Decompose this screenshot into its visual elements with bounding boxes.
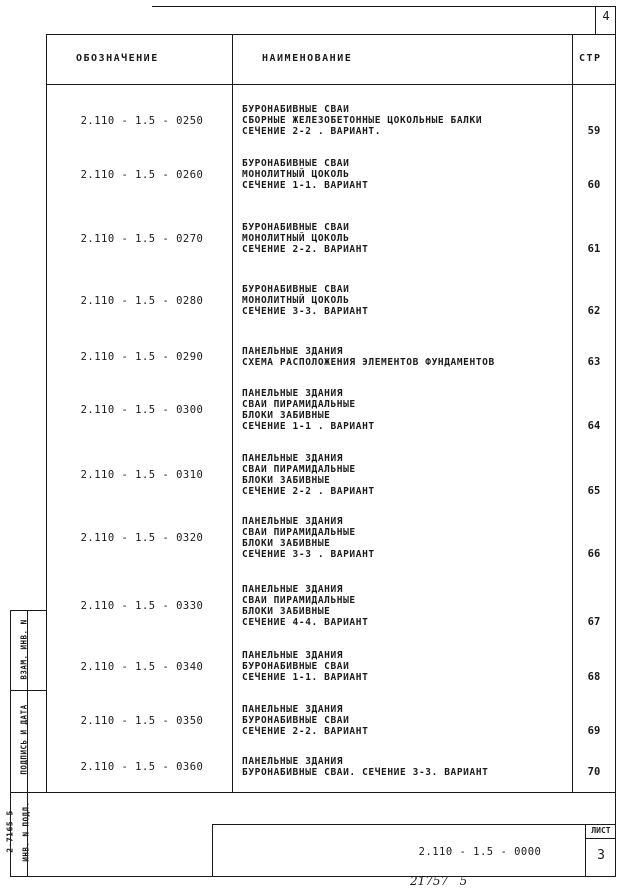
row-page: 62 [587, 305, 601, 317]
row-description-line: СЕЧЕНИЕ 4-4. ВАРИАНТ [242, 617, 369, 628]
row-description-line: БУРОНАБИВНЫЕ СВАИ [242, 284, 350, 295]
stamp-sheet-number: 3 [597, 848, 605, 863]
row-page: 65 [587, 485, 601, 497]
col-divider-2 [572, 34, 573, 792]
row-description-line: ПАНЕЛЬНЫЕ ЗДАНИЯ [242, 388, 344, 399]
row-description-line: БЛОКИ ЗАБИВНЫЕ [242, 410, 331, 421]
row-description-line: СВАИ ПИРАМИДАЛЬНЫЕ [242, 399, 356, 410]
row-description-line: СВАИ ПИРАМИДАЛЬНЫЕ [242, 527, 356, 538]
row-description-line: ПАНЕЛЬНЫЕ ЗДАНИЯ [242, 704, 344, 715]
table-bottom [10, 792, 616, 793]
row-code: 2.110 - 1.5 - 0280 [80, 294, 204, 307]
row-description-line: БУРОНАБИВНЫЕ СВАИ [242, 661, 350, 672]
row-description [242, 650, 572, 683]
row-description-line: БУРОНАБИВНЫЕ СВАИ [242, 222, 350, 233]
row-description [242, 584, 572, 628]
row-description-line: БЛОКИ ЗАБИВНЫЕ [242, 538, 331, 549]
stamp-sheet-label-line [585, 838, 616, 839]
row-description-line: МОНОЛИТНЫЙ ЦОКОЛЬ [242, 169, 350, 180]
row-page: 67 [587, 616, 601, 628]
row-description-line: СХЕМА РАСПОЛОЖЕНИЯ ЭЛЕМЕНТОВ ФУНДАМЕНТОВ [242, 357, 495, 368]
row-description-line: МОНОЛИТНЫЙ ЦОКОЛЬ [242, 295, 350, 306]
row-description-line: СБОРНЫЕ ЖЕЛЕЗОБЕТОННЫЕ ЦОКОЛЬНЫЕ БАЛКИ [242, 115, 483, 126]
row-page: 61 [587, 243, 601, 255]
row-code: 2.110 - 1.5 - 0260 [80, 168, 204, 181]
header-name: НАИМЕНОВАНИЕ [262, 53, 353, 64]
row-code: 2.110 - 1.5 - 0290 [80, 351, 204, 363]
row-description-line: БЛОКИ ЗАБИВНЫЕ [242, 606, 331, 617]
row-description [242, 284, 572, 317]
row-description-line: СЕЧЕНИЕ 3-3. ВАРИАНТ [242, 306, 369, 317]
row-code: 2.110 - 1.5 - 0320 [80, 532, 204, 544]
row-description-line: СЕЧЕНИЕ 1-1. ВАРИАНТ [242, 672, 369, 683]
row-description-line: СЕЧЕНИЕ 1-1. ВАРИАНТ [242, 180, 369, 191]
row-description-line: ПАНЕЛЬНЫЕ ЗДАНИЯ [242, 756, 344, 767]
row-description-line: МОНОЛИТНЫЙ ЦОКОЛЬ [242, 233, 350, 244]
sheet-corner-number: 4 [602, 9, 610, 23]
row-description-line: ПАНЕЛЬНЫЕ ЗДАНИЯ [242, 584, 344, 595]
bottom-note: 21757 5 [410, 874, 468, 888]
row-page: 66 [587, 548, 601, 560]
row-code: 2.110 - 1.5 - 0300 [80, 404, 204, 416]
row-code: 2.110 - 1.5 - 0270 [80, 232, 204, 245]
row-description [242, 453, 572, 497]
row-description-line: ПАНЕЛЬНЫЕ ЗДАНИЯ [242, 453, 344, 464]
header-bottom [46, 84, 616, 85]
stamp-code: 2.110 - 1.5 - 0000 [418, 846, 542, 858]
row-description-line: СЕЧЕНИЕ 3-3 . ВАРИАНТ [242, 549, 375, 560]
row-page: 64 [587, 420, 601, 432]
side-strip-bottom [10, 876, 616, 877]
row-description [242, 346, 572, 368]
row-page: 68 [587, 671, 601, 683]
frame-top [46, 34, 616, 35]
frame-right [615, 6, 616, 876]
row-page: 59 [587, 125, 601, 137]
row-description [242, 222, 572, 255]
row-description-line: БУРОНАБИВНЫЕ СВАИ [242, 104, 350, 115]
row-code: 2.110 - 1.5 - 0310 [80, 469, 204, 481]
side-label-inv-number: 2-7165-5 [5, 810, 15, 853]
row-description-line: СЕЧЕНИЕ 2-2. ВАРИАНТ [242, 726, 369, 737]
row-description [242, 756, 572, 778]
row-description-line: ПАНЕЛЬНЫЕ ЗДАНИЯ [242, 516, 344, 527]
side-label-signature-date: ПОДПИСЬ И ДАТА [19, 704, 29, 775]
row-description-line: БУРОНАБИВНЫЕ СВАИ. СЕЧЕНИЕ 3-3. ВАРИАНТ [242, 767, 489, 778]
row-description-line: БЛОКИ ЗАБИВНЫЕ [242, 475, 331, 486]
row-description-line: СЕЧЕНИЕ 1-1 . ВАРИАНТ [242, 421, 375, 432]
row-code: 2.110 - 1.5 - 0330 [80, 600, 204, 612]
row-description-line: СЕЧЕНИЕ 2-2. ВАРИАНТ [242, 244, 369, 255]
row-code: 2.110 - 1.5 - 0360 [80, 761, 204, 773]
col-divider-1 [232, 34, 233, 792]
row-description [242, 104, 572, 137]
frame-left [46, 34, 47, 792]
row-page: 70 [587, 766, 601, 778]
stamp-sheet-label: ЛИСТ [591, 826, 611, 835]
row-description-line: СВАИ ПИРАМИДАЛЬНЫЕ [242, 464, 356, 475]
row-description [242, 704, 572, 737]
stamp-top [212, 824, 616, 825]
row-description-line: СВАИ ПИРАМИДАЛЬНЫЕ [242, 595, 356, 606]
row-description-line: ПАНЕЛЬНЫЕ ЗДАНИЯ [242, 650, 344, 661]
row-description-line: СЕЧЕНИЕ 2-2 . ВАРИАНТ [242, 486, 375, 497]
row-description-line: СЕЧЕНИЕ 2-2 . ВАРИАНТ. [242, 126, 382, 137]
side-label-replaces-inv: ВЗАМ. ИНВ. N [19, 619, 29, 680]
row-page: 69 [587, 725, 601, 737]
top-border [152, 6, 616, 7]
row-description-line: ПАНЕЛЬНЫЕ ЗДАНИЯ [242, 346, 344, 357]
row-description [242, 158, 572, 191]
header-page: СТР [579, 53, 602, 64]
stamp-left [212, 824, 213, 876]
header-designation: ОБОЗНАЧЕНИЕ [76, 53, 159, 64]
row-description-line: БУРОНАБИВНЫЕ СВАИ [242, 158, 350, 169]
side-label-inv-orig: ИНВ. N ПОДЛ. [21, 801, 31, 862]
row-page: 60 [587, 179, 601, 191]
row-description-line: БУРОНАБИВНЫЕ СВАИ [242, 715, 350, 726]
row-code: 2.110 - 1.5 - 0250 [80, 114, 204, 127]
row-code: 2.110 - 1.5 - 0340 [80, 660, 204, 673]
row-description [242, 388, 572, 432]
sheet-corner-line [595, 6, 596, 34]
row-page: 63 [587, 356, 601, 368]
row-code: 2.110 - 1.5 - 0350 [80, 714, 204, 727]
row-description [242, 516, 572, 560]
